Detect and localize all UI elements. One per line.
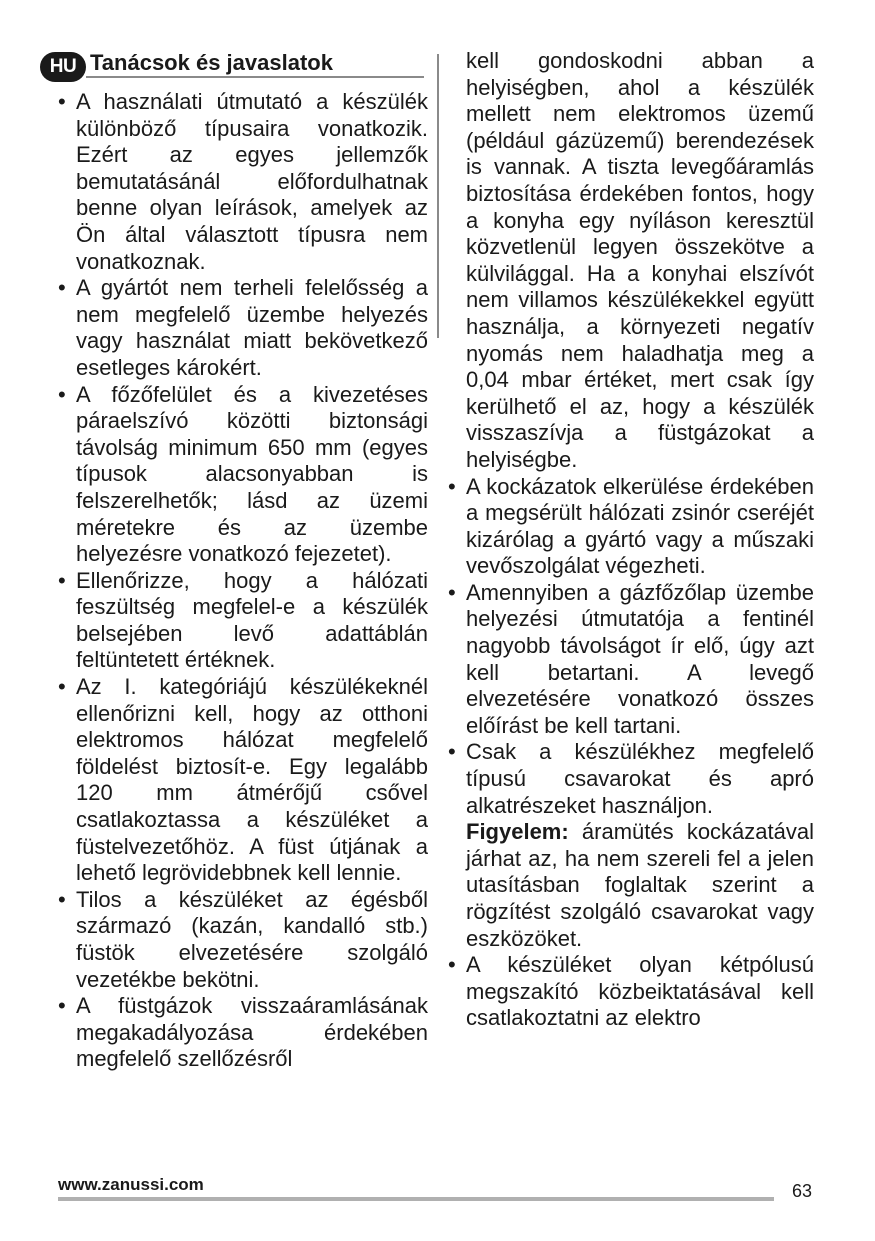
- list-item: [448, 739, 814, 952]
- page-number: 63: [792, 1181, 813, 1201]
- list-item: • Ellenőrizze, hogy a hálózati feszültség megfelel-e a készülék belsejében levő adattáblán feltüntetett értéknek.: [58, 568, 428, 674]
- list-item: • A füstgázok visszaáramlásának megakadályozása érdekében megfelelő szellőzésről: [58, 993, 428, 1073]
- language-badge: HU: [40, 52, 86, 82]
- list-item: • A gyártót nem terheli felelősség a nem megfelelő üzembe helyezés vagy használat miatt bekövetkező esetleges károkért.: [58, 275, 428, 381]
- list-item-continued: kell gondoskodni abban a helyiségben, ahol a készülék mellett nem elektromos üzemű (például gázüzemű) berendezések is vannak. A tiszta levegőáramlás biztosítása érdekében fontos, hogy a konyha egy nyíláson keresztül közvetlenül legyen összekötve a külvilággal. Ha a konyhai elszívót nem villamos készülékekkel együtt használja, a környezeti negatív nyomás nem haladhatja meg a 0,04 mbar értéket, mert csak így kerülhető el az, hogy a készülék visszaszívja a füstgázokat a helyiségbe.: [466, 48, 814, 472]
- list-item-text: Csak a készülékhez megfelelő típusú csavarokat és apró alkatrészeket használjon.: [466, 739, 814, 818]
- left-column: [58, 89, 428, 1073]
- warning-label: Figyelem:: [466, 819, 569, 845]
- list-item: • Amennyiben a gázfőzőlap üzembe helyezési útmutatója a fentinél nagyobb távolságot ír elő, úgy azt kell betartani. A levegő elvezetésére vonatkozó összes előírást be kell tartani.: [448, 580, 814, 740]
- list-item: • A készüléket olyan kétpólusú megszakító közbeiktatásával kell csatlakoztatni az elektro: [448, 952, 814, 1032]
- warning-text: áramütés kockázatával járhat az, ha nem szereli fel a jelen utasításban foglaltak szerint a rögzítést szolgáló csavarokat vagy eszközöket.: [466, 819, 814, 951]
- list-item: • A főzőfelület és a kivezetéses páraelszívó közötti biztonsági távolság minimum 650 mm (egyes típusok alacsonyabban is felszerelhetők; lásd az üzemi méretekre és az üzembe helyezésre vonatkozó fejezetet).: [58, 382, 428, 568]
- footer-rule: [58, 1197, 774, 1201]
- list-item: • A kockázatok elkerülése érdekében a megsérült hálózati zsinór cseréjét kizárólag a gyártó vagy a műszaki vevőszolgálat végezheti.: [448, 474, 814, 580]
- list-item: • Az I. kategóriájú készülékeknél ellenőrizni kell, hogy az otthoni elektromos hálózat megfelelő földelést biztosít-e. Egy legalább 120 mm átmérőjű csővel csatlakoztassa a készüléket a füstelvezetőhöz. A füst útjának a lehető legrövidebbnek kell lennie.: [58, 674, 428, 887]
- title-underline: [86, 76, 424, 78]
- list-item: • A használati útmutató a készülék különböző típusaira vonatkozik. Ezért az egyes jellemzők bemutatásánál előfordulhatnak benne olyan leírások, amelyek az Ön által választott típusra nem vonatkoznak.: [58, 89, 428, 275]
- footer-website-link[interactable]: www.zanussi.com: [58, 1175, 204, 1194]
- column-divider: [437, 54, 439, 338]
- right-column: [448, 48, 814, 1032]
- list-item: • Tilos a készüléket az égésből származó (kazán, kandalló stb.) füstök elvezetésére szolgáló vezetékbe bekötni.: [58, 887, 428, 993]
- section-title: Tanácsok és javaslatok: [90, 50, 333, 75]
